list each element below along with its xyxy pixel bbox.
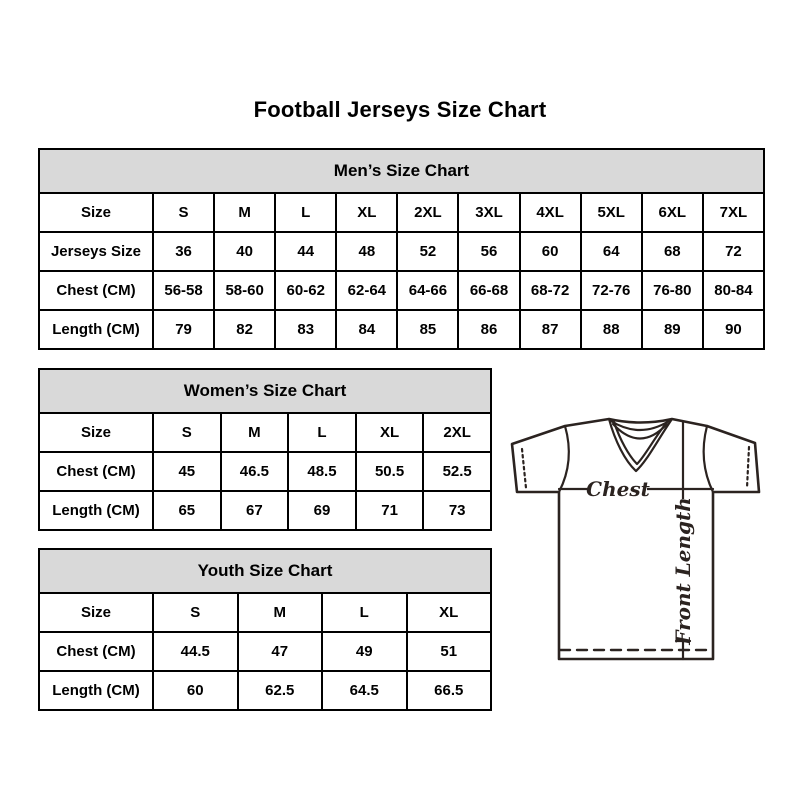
value-cell: 47 xyxy=(238,632,323,671)
row-label-cell: Length (CM) xyxy=(39,671,153,710)
value-cell: 73 xyxy=(423,491,491,530)
value-cell: 48 xyxy=(336,232,397,271)
value-cell: 76-80 xyxy=(642,271,703,310)
right-cuff-stitch-line xyxy=(747,447,749,488)
value-cell: 85 xyxy=(397,310,458,349)
value-cell: 67 xyxy=(221,491,289,530)
value-cell: 72 xyxy=(703,232,764,271)
table-row xyxy=(39,671,491,710)
table-row xyxy=(39,593,491,632)
value-cell: 72-76 xyxy=(581,271,642,310)
value-cell: 60 xyxy=(153,671,238,710)
value-cell: 87 xyxy=(520,310,581,349)
value-cell: 90 xyxy=(703,310,764,349)
value-cell: 3XL xyxy=(458,193,519,232)
row-label-cell: Length (CM) xyxy=(39,310,153,349)
value-cell: M xyxy=(214,193,275,232)
value-cell: 5XL xyxy=(581,193,642,232)
value-cell: 2XL xyxy=(423,413,491,452)
value-cell: 45 xyxy=(153,452,221,491)
collar-inner-v xyxy=(614,422,667,464)
value-cell: 69 xyxy=(288,491,356,530)
value-cell: 52 xyxy=(397,232,458,271)
value-cell: 52.5 xyxy=(423,452,491,491)
value-cell: 50.5 xyxy=(356,452,424,491)
womens-size-chart-table xyxy=(38,368,492,528)
value-cell: S xyxy=(153,593,238,632)
value-cell: 56-58 xyxy=(153,271,214,310)
row-label-cell: Size xyxy=(39,193,153,232)
mens-size-chart-table xyxy=(38,148,765,348)
value-cell: 51 xyxy=(407,632,492,671)
v-neck-collar xyxy=(609,419,672,471)
value-cell: 84 xyxy=(336,310,397,349)
womens-table xyxy=(38,368,492,531)
value-cell: 64.5 xyxy=(322,671,407,710)
value-cell: XL xyxy=(336,193,397,232)
youth-size-chart-table xyxy=(38,548,492,708)
page-title: Football Jerseys Size Chart xyxy=(253,97,547,122)
value-cell: 65 xyxy=(153,491,221,530)
table-row xyxy=(39,193,764,232)
value-cell: 80-84 xyxy=(703,271,764,310)
table-row xyxy=(39,271,764,310)
value-cell: 44 xyxy=(275,232,336,271)
value-cell: 2XL xyxy=(397,193,458,232)
value-cell: 71 xyxy=(356,491,424,530)
mens-table xyxy=(38,148,765,350)
value-cell: 7XL xyxy=(703,193,764,232)
value-cell: L xyxy=(288,413,356,452)
table-row xyxy=(39,452,491,491)
value-cell: 40 xyxy=(214,232,275,271)
row-label-cell: Size xyxy=(39,413,153,452)
table-row xyxy=(39,491,491,530)
value-cell: 4XL xyxy=(520,193,581,232)
value-cell: XL xyxy=(407,593,492,632)
value-cell: 48.5 xyxy=(288,452,356,491)
front-length-label: Front Length xyxy=(671,497,695,645)
value-cell: L xyxy=(275,193,336,232)
value-cell: 82 xyxy=(214,310,275,349)
value-cell: 36 xyxy=(153,232,214,271)
value-cell: 66.5 xyxy=(407,671,492,710)
jersey-outline xyxy=(512,419,759,659)
value-cell: XL xyxy=(356,413,424,452)
value-cell: 6XL xyxy=(642,193,703,232)
left-cuff-stitch-line xyxy=(522,449,526,488)
value-cell: 89 xyxy=(642,310,703,349)
row-label-cell: Chest (CM) xyxy=(39,632,153,671)
value-cell: 44.5 xyxy=(153,632,238,671)
row-label-cell: Length (CM) xyxy=(39,491,153,530)
value-cell: 60-62 xyxy=(275,271,336,310)
value-cell: 79 xyxy=(153,310,214,349)
value-cell: S xyxy=(153,193,214,232)
left-armhole-seam xyxy=(559,426,569,492)
value-cell: 64 xyxy=(581,232,642,271)
value-cell: L xyxy=(322,593,407,632)
value-cell: 86 xyxy=(458,310,519,349)
value-cell: 64-66 xyxy=(397,271,458,310)
mens-table-title: Men’s Size Chart xyxy=(39,149,764,193)
youth-table-title: Youth Size Chart xyxy=(39,549,491,593)
row-label-cell: Chest (CM) xyxy=(39,271,153,310)
value-cell: 68 xyxy=(642,232,703,271)
jersey-measurement-diagram xyxy=(499,413,773,667)
value-cell: M xyxy=(221,413,289,452)
right-armhole-seam xyxy=(704,426,713,492)
value-cell: 62-64 xyxy=(336,271,397,310)
table-row xyxy=(39,632,491,671)
jersey-diagram-svg xyxy=(499,413,773,667)
table-row xyxy=(39,310,764,349)
value-cell: 68-72 xyxy=(520,271,581,310)
value-cell: 60 xyxy=(520,232,581,271)
table-row xyxy=(39,413,491,452)
value-cell: 49 xyxy=(322,632,407,671)
value-cell: S xyxy=(153,413,221,452)
value-cell: M xyxy=(238,593,323,632)
youth-table xyxy=(38,548,492,711)
value-cell: 83 xyxy=(275,310,336,349)
table-row xyxy=(39,232,764,271)
value-cell: 88 xyxy=(581,310,642,349)
value-cell: 66-68 xyxy=(458,271,519,310)
value-cell: 56 xyxy=(458,232,519,271)
value-cell: 58-60 xyxy=(214,271,275,310)
row-label-cell: Size xyxy=(39,593,153,632)
row-label-cell: Chest (CM) xyxy=(39,452,153,491)
chest-label: Chest xyxy=(586,477,650,501)
row-label-cell: Jerseys Size xyxy=(39,232,153,271)
value-cell: 62.5 xyxy=(238,671,323,710)
womens-table-title: Women’s Size Chart xyxy=(39,369,491,413)
value-cell: 46.5 xyxy=(221,452,289,491)
